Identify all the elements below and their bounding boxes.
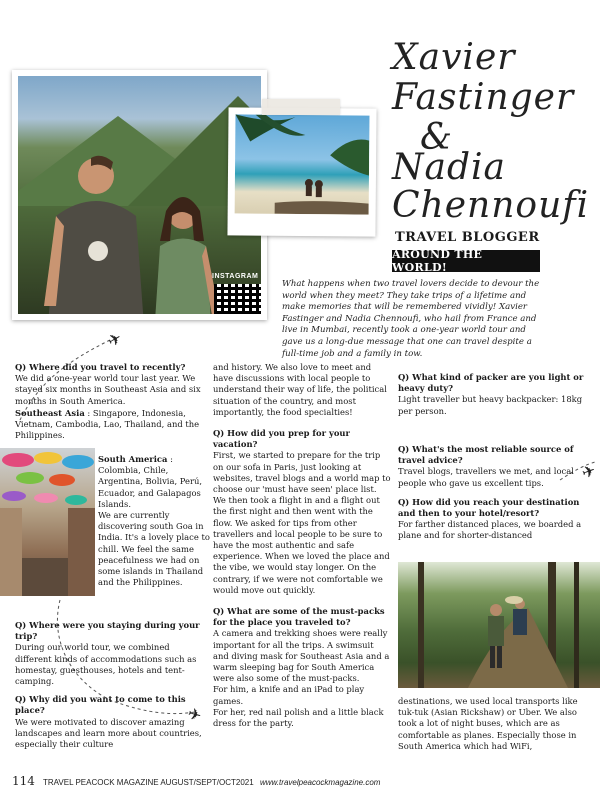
answer-packer: Light traveller but heavy backpacker: 18kg per person. [398, 394, 583, 416]
role-label: TRAVEL BLOGGER [395, 230, 540, 245]
answer-staying: During our world tour, we combined different kinds of accommodations such as homestay, guesthouses, hotels and tent-camping. [15, 642, 197, 687]
question-reach-destination: Q) How did you reach your destination and then to your hotel/resort? [398, 496, 580, 519]
page-number: 114 [12, 774, 35, 788]
intro-paragraph: What happens when two travel lovers decide to devour the world when they meet? They take trips of a lifetime and make memories that will be remembered vividly! Xavier Fastinger and Nadia Chennoufi, who hail from France and live in Mumbai, recently took a one-year world tour and gave us a long-due message that one can travel despite a full-time job and a family in tow. [282, 279, 540, 359]
magazine-url[interactable]: www.travelpeacockmagazine.com [259, 778, 381, 787]
answer-travel-advice: Travel blogs, travellers we met, and local people who gave us excellent tips. [398, 466, 574, 488]
answer-why-place-cont: and history. We also love to meet and have discussions with local people to understand their way of life, the political situation of the country, and most importantly, the food specialties! [213, 362, 387, 417]
question-prep: Q) How did you prep for your vacation? [213, 428, 350, 450]
column-3 [398, 372, 588, 417]
airplane-icon: ✈ [185, 703, 204, 726]
answer-goa: We are currently discovering south Goa in India. It's a lovely place to chill. We feel the same peacefulness we had on some islands in Thailand and the Philippines. [98, 510, 210, 588]
question-staying: Q) Where were you staying during your trip? [15, 620, 200, 642]
umbrellas-street-photo [0, 448, 95, 596]
palm-tree-silhouette [235, 114, 370, 214]
south-america-countries: : Colombia, Chile, Argentina, Bolivia, Perú, Ecuador, and Galapagos Islands. [98, 454, 203, 509]
southeast-asia-label: Southeast Asia [15, 408, 85, 418]
answer-travel-recently: We did a one-year world tour last year. We stayed six months in Southeast Asia and six months in South America. [15, 373, 201, 406]
column-1 [15, 362, 205, 407]
page-footer [12, 774, 380, 788]
name-ampersand: & [420, 117, 454, 158]
question-travel-advice: Q) What's the most reliable source of travel advice? [398, 444, 574, 466]
instagram-label: INSTAGRAM [212, 273, 259, 280]
answer-prep: First, we started to prepare for the trip on our sofa in Paris, just looking at websites, travel blogs and a world map to choose our 'must have seen' place list. We then took a flight in and a flight out the first night and then went with the flow. We asked for tips from other travellers and local people to be sure to have the most authentic and safe experience. When we loved the place and the vibe, we would stay longer. On the contrary, if we were not comfortable we would move out quickly. [213, 450, 391, 595]
answer-why-place: We were motivated to discover amazing landscapes and learn more about countries, especially their culture [15, 716, 202, 750]
magazine-name: TRAVEL PEACOCK MAGAZINE AUGUST/SEPT/OCT2021 [42, 778, 254, 787]
column-3-b [398, 444, 588, 542]
airplane-icon: ✈ [104, 327, 126, 352]
answer-must-packs-her: For her, red nail polish and a little black dress for the party. [213, 706, 384, 729]
answer-reach-destination: For farther distanced places, we boarded a plane and for shorter-distanced [398, 519, 582, 541]
answer-must-packs-him: For him, a knife and an iPad to play games. [213, 684, 365, 706]
name-line-nadia: Nadia [392, 147, 506, 188]
column-2 [213, 362, 391, 729]
jungle-art [398, 562, 600, 688]
column-1-sea [15, 408, 205, 442]
tape-strip [262, 99, 340, 115]
south-america-label: South America [98, 454, 168, 464]
name-line-fastinger: Fastinger [392, 77, 575, 118]
column-1-b [15, 620, 205, 750]
instagram-qr-code[interactable] [214, 284, 261, 314]
answer-reach-destination-cont: destinations, we used local transports like tuk-tuk (Asian Rickshaw) or Uber. We also took a lot of night buses, which are as comfortable as planes. Especially those in South America which had WiFi, [398, 696, 578, 751]
column-3-c [398, 696, 588, 752]
jungle-trek-photo [398, 562, 600, 688]
southeast-asia-countries: : Singapore, Indonesia, Vietnam, Cambodia, Lao, Thailand, and the Philippines. [15, 408, 200, 441]
airplane-icon: ✈ [579, 460, 599, 483]
column-1-sa [98, 454, 210, 588]
umbrella-art [0, 448, 95, 596]
question-packer: Q) What kind of packer are you light or heavy duty? [398, 372, 584, 394]
question-travel-recently: Q) Where did you travel to recently? [15, 362, 186, 372]
beach-photo [227, 107, 376, 236]
around-the-world-banner: AROUND THE WORLD! [392, 250, 540, 272]
name-line-xavier: Xavier [392, 37, 516, 78]
man-figure [36, 146, 146, 314]
question-must-packs: Q) What are some of the must-packs for the place you traveled to? [213, 606, 385, 628]
name-line-chennoufi: Chennoufi [392, 185, 590, 226]
answer-must-packs: A camera and trekking shoes were really important for all the trips. A swimsuit and diving mask for Southeast Asia and a warm sleeping bag for South America were also some of the must-packs. [213, 628, 390, 684]
question-why-place: Q) Why did you want to come to this place? [15, 694, 186, 716]
